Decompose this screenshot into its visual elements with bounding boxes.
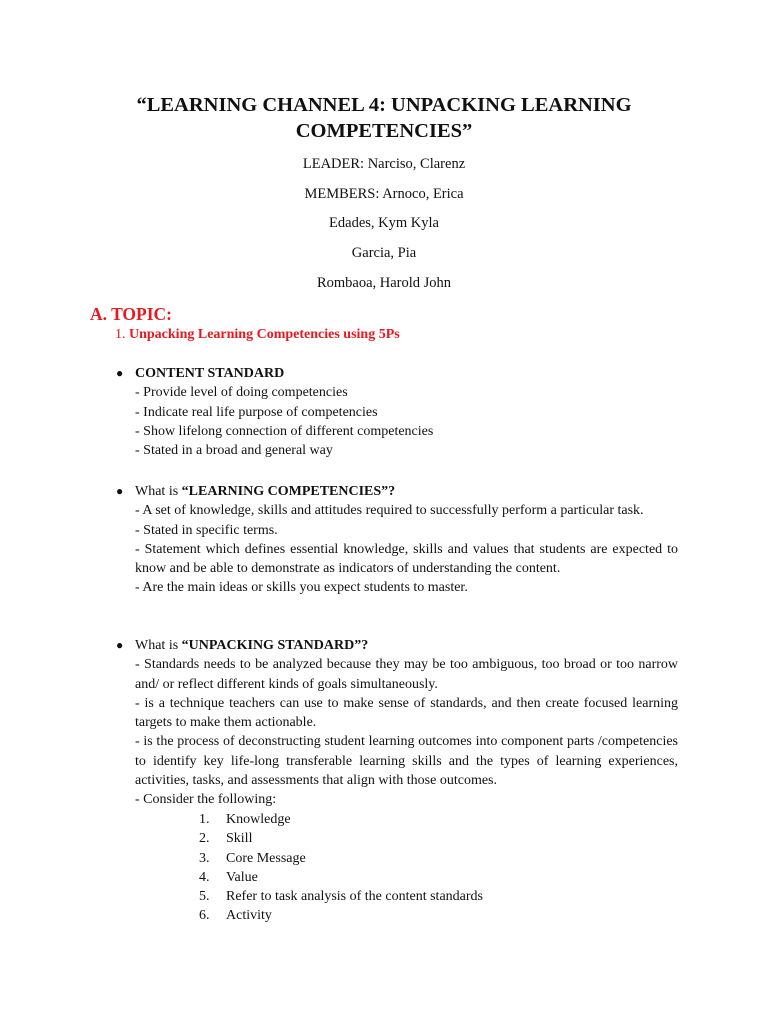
title-line-2: COMPETENCIES”: [295, 120, 473, 142]
bullet-unpacking-standard: [116, 636, 678, 810]
bullet-line: - Consider the following:: [135, 792, 277, 808]
title-line-1: “LEARNING CHANNEL 4: UNPACKING LEARNING: [136, 94, 632, 116]
member-name: Garcia, Pia: [351, 245, 417, 261]
bullet-line: - Stated in specific terms.: [135, 522, 278, 538]
list-item: 1. Knowledge: [199, 812, 291, 827]
bullet-icon: ●: [116, 366, 124, 380]
list-item: 2. Skill: [199, 831, 253, 847]
member-name: Edades, Kym Kyla: [329, 215, 439, 231]
bullet-heading: What is “UNPACKING STANDARD”?: [135, 638, 369, 653]
bullet-line: - is a technique teachers can use to make sense of standards, and then create focused learning targets to make them actionable.: [135, 695, 678, 731]
section-heading: A. TOPIC:: [90, 304, 173, 324]
topic-item-number: 1.: [115, 327, 126, 342]
bullet-lines: [135, 383, 678, 460]
bullet-heading: What is “LEARNING COMPETENCIES”?: [135, 484, 396, 499]
bullet-line: - Show lifelong connection of different competencies: [135, 423, 434, 439]
list-item: 3. Core Message: [199, 850, 306, 866]
members-line: MEMBERS: Arnoco, Erica: [304, 186, 464, 202]
bullet-line: - Statement which defines essential knowledge, skills and values that students are expected to know and be able to demonstrate as indicators of understanding the content.: [135, 541, 678, 577]
topic-item: [115, 326, 400, 344]
bullet-lines: [135, 501, 678, 597]
leader-line: LEADER: Narciso, Clarenz: [302, 156, 466, 172]
list-item: 4. Value: [199, 869, 258, 885]
bullet-icon: ●: [116, 638, 124, 652]
bullet-line: - A set of knowledge, skills and attitudes required to successfully perform a particular task.: [135, 503, 644, 519]
topic-item-text: Unpacking Learning Competencies using 5Ps: [129, 327, 400, 342]
bullet-line: - is the process of deconstructing student learning outcomes into component parts /competencies to identify key life-long transferable learning skills and the types of learning experiences, activities, tasks, and assessments that align with those outcomes.: [135, 734, 678, 789]
list-item: 6. Activity: [199, 908, 272, 924]
numbered-list: [199, 810, 483, 926]
bullet-heading: CONTENT STANDARD: [135, 366, 285, 381]
bullet-learning-competencies: [116, 482, 678, 598]
member-name: Rombaoa, Harold John: [316, 275, 452, 291]
list-item: 5. Refer to task analysis of the content standards: [199, 889, 483, 905]
bullet-line: - Provide level of doing competencies: [135, 385, 348, 401]
bullet-lines: [135, 655, 678, 809]
bullet-icon: ●: [116, 484, 124, 498]
bullet-content-standard: [116, 364, 678, 460]
bullet-line: - Stated in a broad and general way: [135, 443, 333, 459]
document-title: [0, 92, 768, 144]
bullet-line: - Standards needs to be analyzed because they may be too ambiguous, too broad or too narrow and/ or reflect different kinds of goals simultaneously.: [135, 657, 678, 692]
bullet-line: - Are the main ideas or skills you expect students to master.: [135, 580, 468, 596]
bullet-line: - Indicate real life purpose of competencies: [135, 404, 378, 420]
